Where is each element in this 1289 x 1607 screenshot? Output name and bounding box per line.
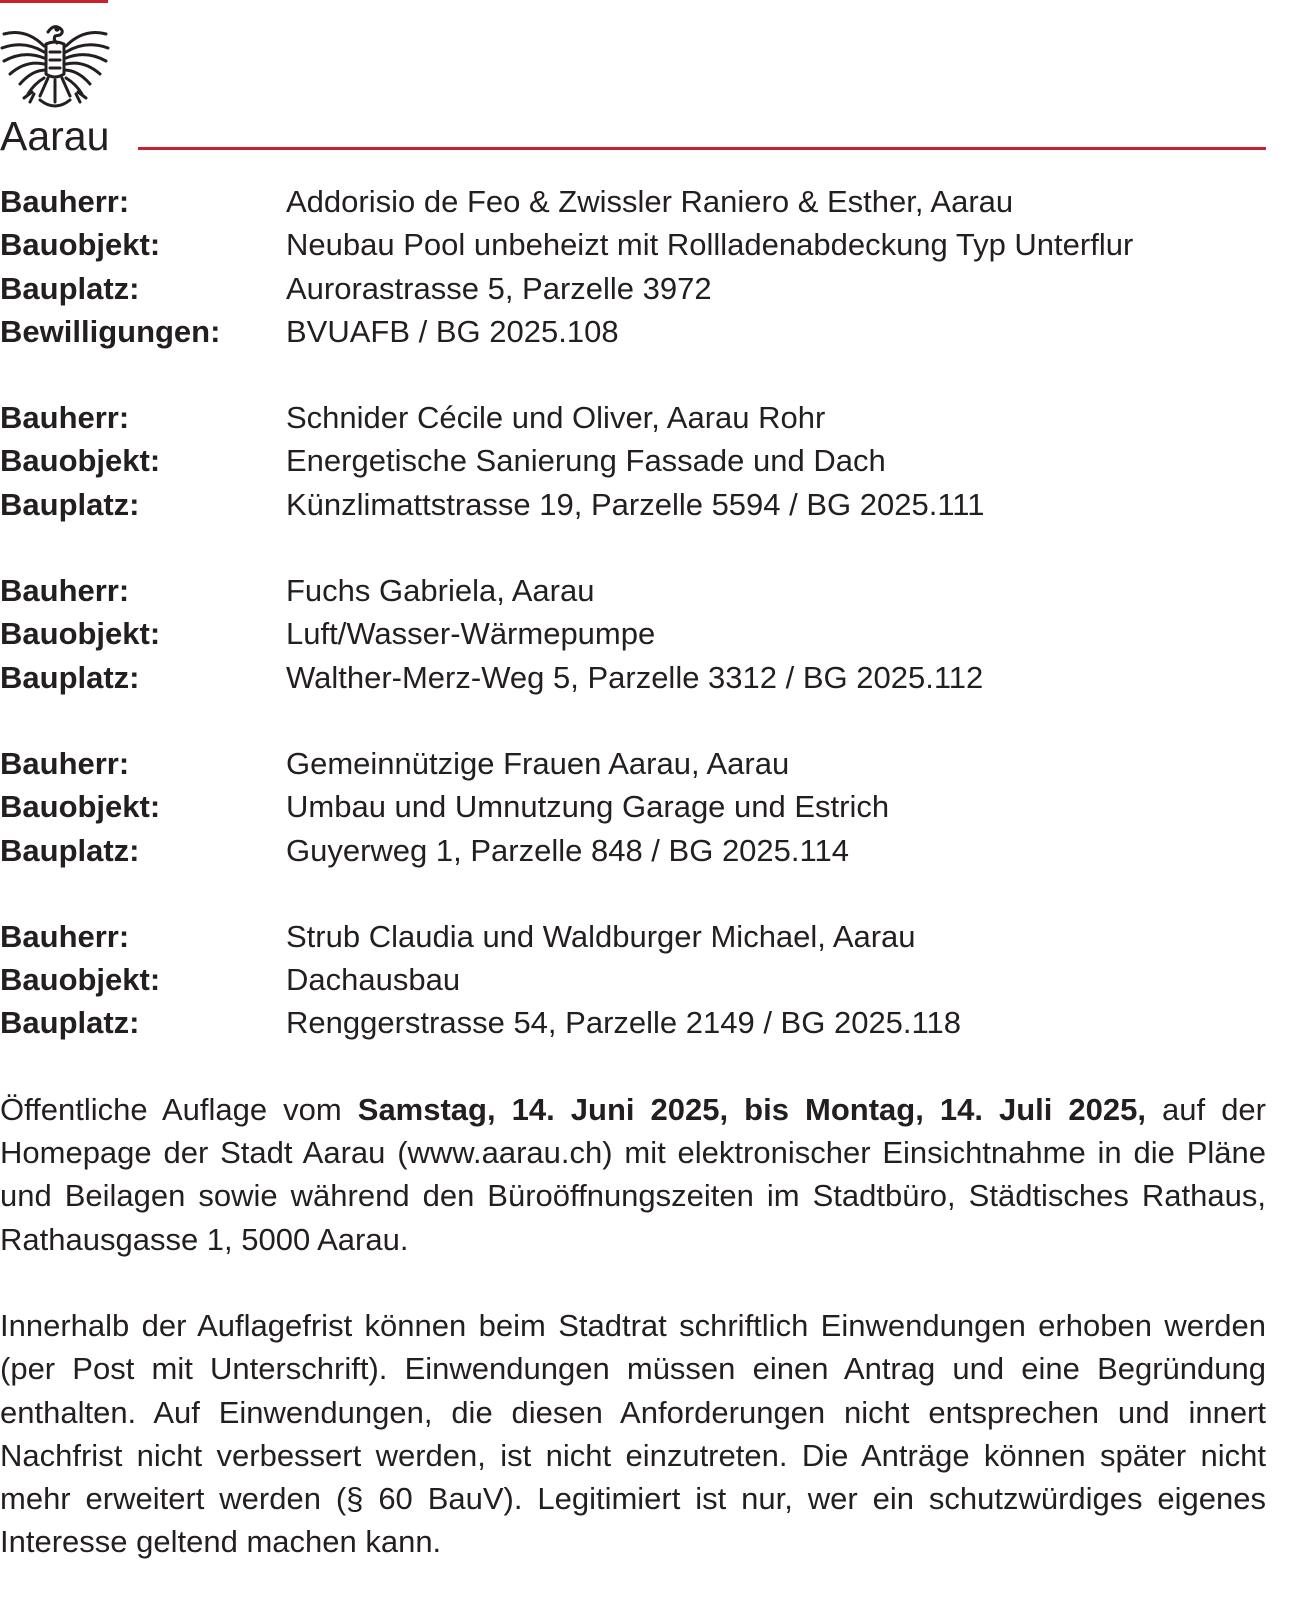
row-value: Renggerstrasse 54, Parzelle 2149 / BG 2025.118 <box>286 1005 961 1041</box>
entry-row <box>0 310 1266 353</box>
row-label: Bewilligungen: <box>0 313 221 349</box>
row-value: Guyerweg 1, Parzelle 848 / BG 2025.114 <box>286 832 849 868</box>
row-value: Strub Claudia und Waldburger Michael, Aarau <box>286 918 916 954</box>
entry-row <box>0 915 1266 958</box>
row-value: Neubau Pool unbeheizt mit Rollladenabdeckung Typ Unterflur <box>286 227 1134 263</box>
town-name: Aarau <box>0 113 110 159</box>
notice-dates: Samstag, 14. Juni 2025, bis Montag, 14. Juli 2025, <box>357 1091 1147 1127</box>
eagle-crest-icon <box>0 20 110 115</box>
entry-row <box>0 569 1266 612</box>
entry-row <box>0 958 1266 1001</box>
row-value: Walther-Merz-Weg 5, Parzelle 3312 / BG 2025.112 <box>286 659 984 695</box>
row-label: Bauplatz: <box>0 270 140 306</box>
top-accent-bar <box>0 0 108 3</box>
row-label: Bauherr: <box>0 400 130 436</box>
row-value: Luft/Wasser-Wärmepumpe <box>286 616 656 652</box>
row-label: Bauobjekt: <box>0 962 161 998</box>
row-value: Aurorastrasse 5, Parzelle 3972 <box>286 270 712 306</box>
row-label: Bauobjekt: <box>0 789 161 825</box>
row-label: Bauplatz: <box>0 659 140 695</box>
header-divider <box>138 147 1266 150</box>
row-value: Künzlimattstrasse 19, Parzelle 5594 / BG 2025.111 <box>286 486 985 522</box>
row-value: Addorisio de Feo & Zwissler Raniero & Esther, Aarau <box>286 184 1014 219</box>
notice-intro: Öffentliche Auflage vom <box>0 1091 358 1127</box>
entry-row <box>0 829 1266 872</box>
row-value: Schnider Cécile und Oliver, Aarau Rohr <box>286 400 826 436</box>
entry-row <box>0 439 1266 482</box>
permit-entry <box>0 915 1266 1045</box>
permit-entry <box>0 396 1266 526</box>
entry-row <box>0 396 1266 439</box>
permit-entry <box>0 569 1266 699</box>
entry-row <box>0 223 1266 266</box>
row-label: Bauobjekt: <box>0 227 161 263</box>
public-display-paragraph <box>0 1088 1266 1261</box>
row-label: Bauobjekt: <box>0 616 161 652</box>
row-value: Energetische Sanierung Fassade und Dach <box>286 443 886 479</box>
objection-paragraph: Innerhalb der Auflagefrist können beim Stadtrat schriftlich Einwendungen erhoben werden (per Post mit Unterschrift). Einwendungen müssen einen Antrag und eine Begründung enthalten. Auf Einwendungen, die diesen Anforderungen nicht entsprechen und innert Nachfrist nicht verbessert werden, ist nicht einzutreten. Die Anträge können später nicht mehr erweitert werden (§ 60 BauV). Legitimiert ist nur, wer ein schutzwürdiges eigenes Interesse geltend machen kann. <box>0 1307 1266 1560</box>
entry-row <box>0 742 1266 785</box>
entry-row <box>0 1001 1266 1044</box>
row-value: Fuchs Gabriela, Aarau <box>286 573 595 609</box>
entry-row <box>0 483 1266 526</box>
row-value: Gemeinnützige Frauen Aarau, Aarau <box>286 745 790 781</box>
row-label: Bauherr: <box>0 918 130 954</box>
entry-row <box>0 267 1266 310</box>
row-label: Bauplatz: <box>0 486 140 522</box>
permit-entry <box>0 180 1266 353</box>
row-value: BVUAFB / BG 2025.108 <box>286 313 619 349</box>
entry-row <box>0 785 1266 828</box>
permit-entry <box>0 742 1266 872</box>
row-value: Umbau und Umnutzung Garage und Estrich <box>286 789 890 825</box>
row-label: Bauplatz: <box>0 1005 140 1041</box>
row-label: Bauherr: <box>0 573 130 609</box>
row-label: Bauplatz: <box>0 832 140 868</box>
row-value: Dachausbau <box>286 962 461 998</box>
entry-row <box>0 656 1266 699</box>
entry-row <box>0 612 1266 655</box>
row-label: Bauobjekt: <box>0 443 161 479</box>
notice-rest: auf der Homepage der Stadt Aarau (www.aarau.ch) mit elektronischer Einsichtnahme in die Pläne und Beilagen sowie während den Büroöffnungszeiten im Stadtbüro, Städtisches Rathaus, Rathausgasse 1, 5000 Aarau. <box>0 1091 1267 1257</box>
entry-row <box>0 180 1266 223</box>
row-label: Bauherr: <box>0 745 130 781</box>
row-label: Bauherr: <box>0 184 130 219</box>
notice-body <box>0 180 1266 1607</box>
